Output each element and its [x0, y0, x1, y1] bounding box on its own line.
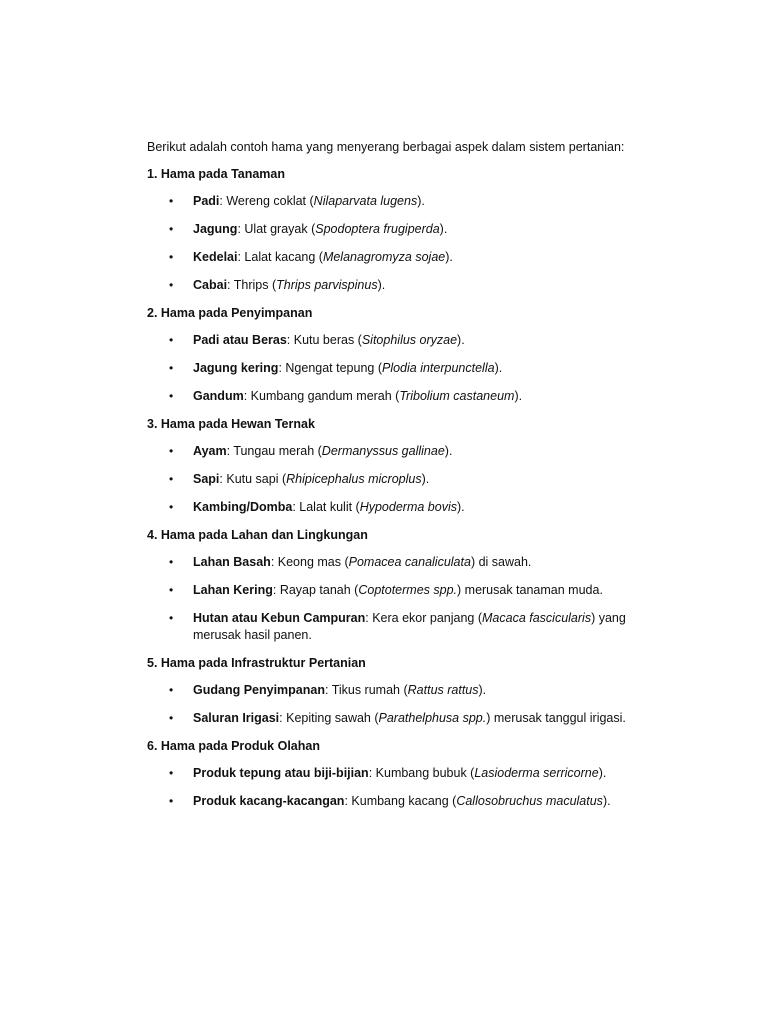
item-term: Kambing/Domba	[193, 500, 293, 514]
list-item	[147, 554, 657, 571]
item-description-end: ).	[456, 500, 465, 514]
list-item	[147, 610, 657, 644]
list-item	[147, 682, 657, 699]
item-scientific-name: Tribolium castaneum	[399, 389, 515, 403]
document-page	[147, 139, 657, 821]
list-item	[147, 332, 657, 349]
item-term: Produk tepung atau biji-bijian	[193, 766, 369, 780]
item-description-end: ) merusak tanaman muda.	[457, 583, 603, 597]
item-scientific-name: Coptotermes spp.	[358, 583, 458, 597]
item-term: Hutan atau Kebun Campuran	[193, 611, 366, 625]
item-scientific-name: Rattus rattus	[407, 683, 479, 697]
item-description: : Thrips (	[227, 278, 277, 292]
item-term: Gudang Penyimpanan	[193, 683, 325, 697]
item-scientific-name: Macaca fascicularis	[482, 611, 592, 625]
section-title: 2. Hama pada Penyimpanan	[147, 306, 313, 320]
bullet-icon: •	[169, 250, 174, 264]
item-scientific-name: Dermanyssus gallinae	[321, 444, 445, 458]
item-scientific-name: Nilaparvata lugens	[313, 194, 418, 208]
item-description: : Wereng coklat (	[219, 194, 314, 208]
item-description-end: ).	[377, 278, 386, 292]
item-description-end: ).	[445, 250, 453, 264]
item-description: : Ngengat tepung (	[278, 361, 382, 375]
list-item	[147, 765, 657, 782]
item-description: : Lalat kacang (	[237, 250, 323, 264]
item-scientific-name: Parathelphusa spp.	[378, 711, 487, 725]
item-description: : Keong mas (	[270, 555, 349, 569]
item-description-end: ).	[478, 683, 487, 697]
list-item	[147, 443, 657, 460]
item-description: : Tikus rumah (	[324, 683, 408, 697]
list-item	[147, 249, 657, 266]
list-item	[147, 388, 657, 405]
bullet-icon: •	[169, 361, 174, 375]
bullet-icon: •	[169, 583, 174, 597]
item-description-end: ) yang merusak hasil panen.	[193, 611, 626, 642]
item-term: Lahan Kering	[193, 583, 273, 597]
item-description: : Ulat grayak (	[237, 222, 316, 236]
list-item	[147, 710, 657, 727]
item-term: Ayam	[193, 444, 227, 458]
item-term: Saluran Irigasi	[193, 711, 280, 725]
item-term: Jagung	[193, 222, 238, 236]
bullet-icon: •	[169, 389, 174, 403]
item-description-end: ) di sawah.	[470, 555, 532, 569]
bullet-icon: •	[169, 794, 174, 808]
item-term: Cabai	[193, 278, 228, 292]
item-description-end: ).	[417, 194, 425, 208]
bullet-icon: •	[169, 444, 174, 458]
bullet-icon: •	[169, 711, 174, 725]
item-description: : Kumbang bubuk (	[368, 766, 475, 780]
item-scientific-name: Hypoderma bovis	[359, 500, 457, 514]
item-description: : Kera ekor panjang (	[365, 611, 482, 625]
section-title: 1. Hama pada Tanaman	[147, 167, 286, 181]
item-description: : Tungau merah (	[226, 444, 322, 458]
item-scientific-name: Plodia interpunctella	[381, 361, 495, 375]
section-list	[147, 443, 657, 516]
sections-container	[147, 166, 657, 810]
item-scientific-name: Pomacea canaliculata	[348, 555, 471, 569]
item-term: Kedelai	[193, 250, 238, 264]
bullet-icon: •	[169, 222, 174, 236]
item-scientific-name: Melanagromyza sojae	[322, 250, 446, 264]
item-term: Padi	[193, 194, 220, 208]
list-item	[147, 793, 657, 810]
item-description: : Kumbang kacang (	[344, 794, 457, 808]
list-item	[147, 471, 657, 488]
list-item	[147, 221, 657, 238]
item-description-end: ).	[602, 794, 611, 808]
item-description-end: ) merusak tanggul irigasi.	[486, 711, 626, 725]
bullet-icon: •	[169, 500, 174, 514]
item-scientific-name: Rhipicephalus microplus	[286, 472, 422, 486]
item-description-end: ).	[494, 361, 503, 375]
list-item	[147, 499, 657, 516]
bullet-icon: •	[169, 766, 174, 780]
item-term: Jagung kering	[193, 361, 279, 375]
section-title: 4. Hama pada Lahan dan Lingkungan	[147, 528, 368, 542]
section-list	[147, 193, 657, 294]
item-scientific-name: Callosobruchus maculatus	[456, 794, 603, 808]
bullet-icon: •	[169, 194, 174, 208]
item-scientific-name: Sitophilus oryzae	[361, 333, 458, 347]
item-scientific-name: Lasioderma serricorne	[474, 766, 599, 780]
item-term: Padi atau Beras	[193, 333, 287, 347]
item-description-end: ).	[421, 472, 430, 486]
item-scientific-name: Thrips parvispinus	[276, 278, 378, 292]
item-description-end: ).	[598, 766, 607, 780]
item-description: : Rayap tanah (	[272, 583, 359, 597]
item-term: Sapi	[193, 472, 220, 486]
item-description: : Kutu beras (	[286, 333, 362, 347]
list-item	[147, 360, 657, 377]
item-term: Lahan Basah	[193, 555, 271, 569]
list-item	[147, 193, 657, 210]
bullet-icon: •	[169, 472, 174, 486]
item-description: : Kumbang gandum merah (	[243, 389, 400, 403]
bullet-icon: •	[169, 555, 174, 569]
item-term: Produk kacang-kacangan	[193, 794, 345, 808]
section-list	[147, 682, 657, 727]
bullet-icon: •	[169, 611, 174, 625]
list-item	[147, 277, 657, 294]
section-list	[147, 332, 657, 405]
item-description-end: ).	[514, 389, 523, 403]
bullet-icon: •	[169, 278, 174, 292]
item-description-end: ).	[444, 444, 453, 458]
item-description-end: ).	[457, 333, 465, 347]
bullet-icon: •	[169, 333, 174, 347]
item-description: : Kutu sapi (	[219, 472, 287, 486]
list-item	[147, 582, 657, 599]
item-term: Gandum	[193, 389, 244, 403]
section-list	[147, 765, 657, 810]
intro-text: Berikut adalah contoh hama yang menyerang berbagai aspek dalam sistem pertanian:	[147, 140, 625, 154]
item-scientific-name: Spodoptera frugiperda	[315, 222, 440, 236]
item-description: : Kepiting sawah (	[279, 711, 379, 725]
section-title: 3. Hama pada Hewan Ternak	[147, 417, 315, 431]
section-title: 6. Hama pada Produk Olahan	[147, 739, 320, 753]
section-list	[147, 554, 657, 644]
section-title: 5. Hama pada Infrastruktur Pertanian	[147, 656, 366, 670]
item-description: : Lalat kulit (	[292, 500, 360, 514]
bullet-icon: •	[169, 683, 174, 697]
item-description-end: ).	[439, 222, 448, 236]
